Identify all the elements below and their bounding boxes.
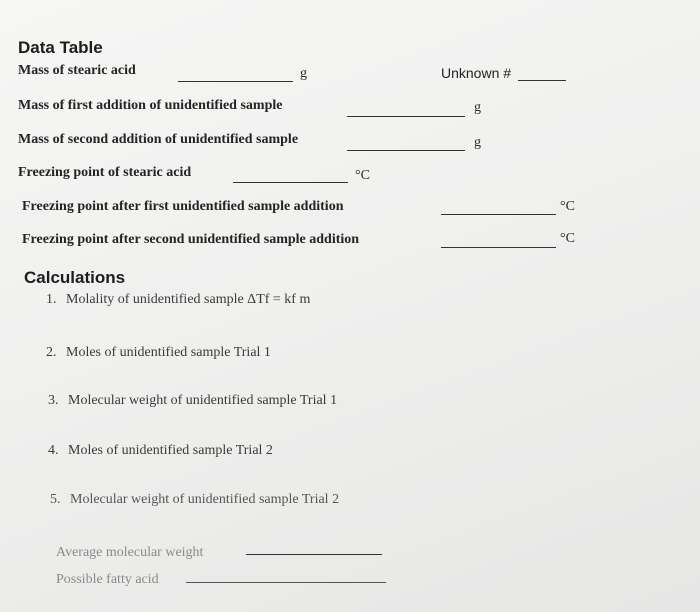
calculations-title: Calculations bbox=[24, 268, 126, 287]
unknown-blank[interactable] bbox=[518, 80, 566, 81]
fp-stearic-label: Freezing point of stearic acid bbox=[18, 165, 192, 180]
mass-first-unit: g bbox=[474, 100, 481, 115]
calc-item-number: 1. bbox=[46, 292, 57, 307]
calc-item-number: 3. bbox=[48, 393, 59, 408]
calc-item-number: 5. bbox=[50, 492, 61, 507]
calc-item-text: Moles of unidentified sample Trial 2 bbox=[68, 443, 273, 458]
mass-second-blank[interactable] bbox=[347, 150, 465, 151]
fp-stearic-unit: °C bbox=[355, 168, 370, 183]
calc-item-4 bbox=[48, 443, 273, 459]
fatty-acid-blank[interactable] bbox=[186, 582, 386, 583]
unknown-label: Unknown # bbox=[441, 65, 512, 81]
fp-second-label: Freezing point after second unidentified sample addition bbox=[22, 232, 360, 247]
calc-item-number: 4. bbox=[48, 443, 59, 458]
calc-item-text: Moles of unidentified sample Trial 1 bbox=[66, 345, 271, 360]
fp-first-blank[interactable] bbox=[441, 214, 556, 215]
mass-first-label: Mass of first addition of unidentified sample bbox=[18, 98, 283, 113]
fp-first-unit: °C bbox=[560, 199, 575, 214]
calc-item-text: Molecular weight of unidentified sample Trial 2 bbox=[70, 492, 340, 507]
average-mw-blank[interactable] bbox=[246, 554, 382, 555]
calc-item-2 bbox=[46, 345, 271, 361]
calc-item-1 bbox=[46, 292, 310, 308]
calc-item-number: 2. bbox=[46, 345, 57, 360]
calc-item-3 bbox=[48, 393, 337, 409]
fp-stearic-blank[interactable] bbox=[233, 182, 348, 183]
mass-first-blank[interactable] bbox=[347, 116, 465, 117]
calc-item-5 bbox=[50, 492, 339, 508]
calc-item-text: Molecular weight of unidentified sample Trial 1 bbox=[68, 393, 338, 408]
calc-item-text: Molality of unidentified sample ΔTf = kf m bbox=[66, 292, 311, 307]
mass-second-label: Mass of second addition of unidentified sample bbox=[18, 132, 299, 147]
fatty-acid-label: Possible fatty acid bbox=[56, 572, 159, 587]
average-mw-label: Average molecular weight bbox=[56, 545, 204, 560]
fp-first-label: Freezing point after first unidentified sample addition bbox=[22, 199, 344, 214]
mass-second-unit: g bbox=[474, 135, 481, 150]
mass-stearic-blank[interactable] bbox=[178, 81, 293, 82]
data-table-title: Data Table bbox=[18, 38, 103, 57]
mass-stearic-unit: g bbox=[300, 66, 307, 81]
fp-second-blank[interactable] bbox=[441, 247, 556, 248]
mass-stearic-label: Mass of stearic acid bbox=[18, 63, 136, 78]
fp-second-unit: °C bbox=[560, 231, 575, 246]
